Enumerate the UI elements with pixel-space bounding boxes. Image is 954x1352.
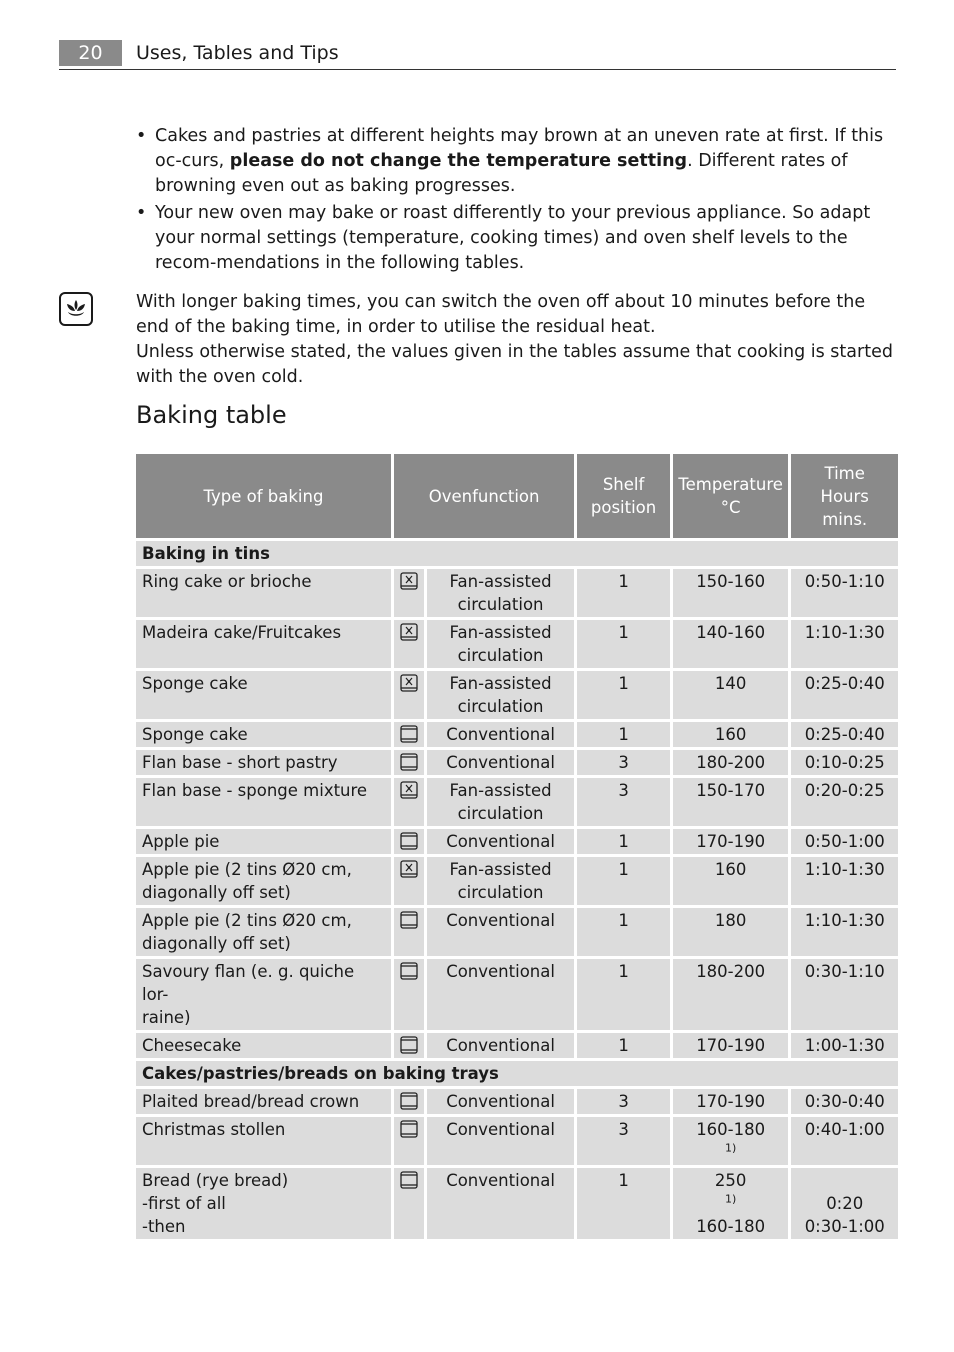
header-shelf-line: Shelf bbox=[602, 475, 645, 494]
conventional-icon bbox=[394, 908, 424, 956]
baking-type-line: Apple pie (2 tins Ø20 cm, bbox=[142, 860, 352, 879]
cell-shelf: 3 bbox=[577, 1089, 670, 1114]
temperature-line bbox=[675, 723, 787, 746]
baking-type-line: -then bbox=[142, 1217, 186, 1236]
cell-time bbox=[791, 722, 898, 747]
oven-function-line: Fan-assisted bbox=[449, 572, 552, 591]
cell-temperature bbox=[673, 671, 789, 719]
bullet-item bbox=[136, 201, 898, 276]
cell-shelf: 1 bbox=[577, 722, 670, 747]
time-line: 0:40-1:00 bbox=[804, 1120, 885, 1139]
cell-temperature bbox=[673, 908, 789, 956]
cell-time bbox=[791, 1033, 898, 1058]
cell-temperature bbox=[673, 620, 789, 668]
bullet-text: Your new oven may bake or roast differently to your previous appliance. So adapt your normal settings (temperature, cooking times) and oven shelf levels to the recom-mendations in the following tables. bbox=[155, 203, 871, 273]
baking-type-line: Flan base - short pastry bbox=[142, 753, 338, 772]
oven-function-line: circulation bbox=[457, 804, 544, 823]
temperature-line bbox=[675, 1090, 787, 1113]
time-line: 0:30-1:10 bbox=[804, 962, 885, 981]
cell-function bbox=[427, 959, 574, 1030]
tip-icon bbox=[59, 292, 93, 326]
cell-function bbox=[427, 620, 574, 668]
cell-shelf: 1 bbox=[577, 620, 670, 668]
cell-time bbox=[791, 857, 898, 905]
table-row bbox=[136, 722, 898, 747]
conventional-icon bbox=[394, 1168, 424, 1239]
cell-type bbox=[136, 750, 391, 775]
cell-type bbox=[136, 1089, 391, 1114]
temperature-line bbox=[675, 1169, 787, 1215]
cell-time bbox=[791, 778, 898, 826]
cell-function bbox=[427, 722, 574, 747]
bullet-text: Cakes and pastries at different heights may brown at an uneven rate at first. If this oc-curs, bbox=[155, 126, 884, 171]
baking-type-line: diagonally off set) bbox=[142, 883, 291, 902]
table-row bbox=[136, 778, 898, 826]
cell-function bbox=[427, 1117, 574, 1165]
temperature-line bbox=[675, 960, 787, 983]
table-row bbox=[136, 1168, 898, 1239]
baking-type-line: raine) bbox=[142, 1008, 191, 1027]
baking-type-line: Apple pie bbox=[142, 832, 220, 851]
temperature-line bbox=[675, 570, 787, 593]
table-row bbox=[136, 1033, 898, 1058]
cell-function bbox=[427, 1033, 574, 1058]
table-row bbox=[136, 671, 898, 719]
conventional-icon bbox=[394, 1117, 424, 1165]
temperature-value: 160-180 bbox=[696, 1217, 766, 1236]
fan-assisted-icon bbox=[394, 671, 424, 719]
cell-time bbox=[791, 829, 898, 854]
oven-function-line: Conventional bbox=[446, 911, 555, 930]
baking-type-line: Madeira cake/Fruitcakes bbox=[142, 623, 342, 642]
temperature-value: 180 bbox=[714, 911, 747, 930]
oven-function-line: Conventional bbox=[446, 1092, 555, 1111]
cell-temperature bbox=[673, 569, 789, 617]
temperature-line bbox=[675, 779, 787, 802]
fan-assisted-icon bbox=[394, 569, 424, 617]
cell-type bbox=[136, 908, 391, 956]
temperature-value: 160 bbox=[714, 725, 747, 744]
temperature-value: 170-190 bbox=[696, 1092, 766, 1111]
cell-function bbox=[427, 1089, 574, 1114]
time-line bbox=[793, 1169, 896, 1192]
cell-function bbox=[427, 829, 574, 854]
oven-function-line: circulation bbox=[457, 595, 544, 614]
cell-time bbox=[791, 1168, 898, 1239]
table-row bbox=[136, 1089, 898, 1114]
cell-temperature bbox=[673, 1089, 789, 1114]
tip-paragraph: With longer baking times, you can switch the oven off about 10 minutes before the end of the baking time, in order to utilise the residual heat. bbox=[136, 292, 866, 337]
temperature-value: 180-200 bbox=[696, 962, 766, 981]
oven-function-line: Fan-assisted bbox=[449, 674, 552, 693]
header-time-line: mins. bbox=[822, 509, 868, 529]
table-row bbox=[136, 620, 898, 668]
conventional-icon bbox=[394, 1033, 424, 1058]
time-line: 0:20-0:25 bbox=[804, 781, 885, 800]
header-time bbox=[791, 454, 898, 538]
table-row bbox=[136, 1117, 898, 1165]
cell-type bbox=[136, 722, 391, 747]
bullet-item bbox=[136, 124, 898, 199]
time-line: 0:50-1:10 bbox=[804, 572, 885, 591]
baking-type-line: Savoury flan (e. g. quiche lor- bbox=[142, 962, 355, 1004]
cell-time bbox=[791, 1089, 898, 1114]
cell-temperature bbox=[673, 1117, 789, 1165]
table-row bbox=[136, 569, 898, 617]
baking-type-line: Plaited bread/bread crown bbox=[142, 1092, 360, 1111]
conventional-icon bbox=[394, 750, 424, 775]
table-row bbox=[136, 829, 898, 854]
cell-temperature bbox=[673, 829, 789, 854]
header-type: Type of baking bbox=[136, 454, 391, 538]
cell-type bbox=[136, 829, 391, 854]
cell-function bbox=[427, 569, 574, 617]
temperature-value: 160 bbox=[714, 860, 747, 879]
cell-function bbox=[427, 857, 574, 905]
cell-temperature bbox=[673, 1033, 789, 1058]
cell-temperature bbox=[673, 857, 789, 905]
oven-function-line: Conventional bbox=[446, 725, 555, 744]
time-line: 1:10-1:30 bbox=[804, 860, 885, 879]
cell-time bbox=[791, 750, 898, 775]
page-header bbox=[59, 40, 896, 70]
table-row bbox=[136, 750, 898, 775]
cell-type bbox=[136, 1033, 391, 1058]
cell-type bbox=[136, 857, 391, 905]
cell-time bbox=[791, 620, 898, 668]
time-line: 0:25-0:40 bbox=[804, 725, 885, 744]
section-heading: Baking in tins bbox=[136, 541, 898, 566]
table-title: Baking table bbox=[136, 401, 287, 429]
bullet-list bbox=[136, 124, 898, 278]
cell-shelf: 1 bbox=[577, 829, 670, 854]
temperature-line bbox=[675, 909, 787, 932]
oven-function-line: Conventional bbox=[446, 1171, 555, 1190]
fan-assisted-icon bbox=[394, 620, 424, 668]
cell-function bbox=[427, 778, 574, 826]
cell-temperature bbox=[673, 1168, 789, 1239]
header-time-line: Time bbox=[824, 463, 865, 483]
oven-function-line: circulation bbox=[457, 697, 544, 716]
header-shelf-line: position bbox=[590, 498, 657, 517]
cell-shelf: 1 bbox=[577, 959, 670, 1030]
section-heading: Cakes/pastries/breads on baking trays bbox=[136, 1061, 898, 1086]
cell-shelf: 1 bbox=[577, 569, 670, 617]
temperature-line bbox=[675, 621, 787, 644]
temperature-line bbox=[675, 1215, 787, 1238]
baking-type-line: Christmas stollen bbox=[142, 1120, 286, 1139]
time-line: 1:10-1:30 bbox=[804, 911, 885, 930]
cell-temperature bbox=[673, 959, 789, 1030]
baking-type-line: Apple pie (2 tins Ø20 cm, bbox=[142, 911, 352, 930]
header-temperature bbox=[673, 454, 789, 538]
cell-shelf: 3 bbox=[577, 1117, 670, 1165]
baking-type-line: Bread (rye bread) bbox=[142, 1171, 289, 1190]
bullet-text-end: . Different rates of browning even out as baking progresses. bbox=[155, 151, 848, 196]
table-header-row bbox=[136, 454, 898, 538]
conventional-icon bbox=[394, 959, 424, 1030]
table-row bbox=[136, 857, 898, 905]
footnote-mark: 1) bbox=[725, 1192, 737, 1206]
baking-type-line: Sponge cake bbox=[142, 674, 248, 693]
baking-type-line: Cheesecake bbox=[142, 1036, 242, 1055]
cell-time bbox=[791, 908, 898, 956]
oven-function-line: Fan-assisted bbox=[449, 860, 552, 879]
cell-type bbox=[136, 569, 391, 617]
bullet-dot: • bbox=[136, 203, 147, 223]
cell-type bbox=[136, 959, 391, 1030]
temperature-line bbox=[675, 858, 787, 881]
header-function: Ovenfunction bbox=[394, 454, 574, 538]
baking-type-line: Sponge cake bbox=[142, 725, 248, 744]
table-section-row bbox=[136, 1061, 898, 1086]
oven-function-line: circulation bbox=[457, 646, 544, 665]
cell-shelf: 3 bbox=[577, 750, 670, 775]
conventional-icon bbox=[394, 1089, 424, 1114]
cell-type bbox=[136, 671, 391, 719]
oven-function-line: Fan-assisted bbox=[449, 781, 552, 800]
temperature-value: 160-180 bbox=[696, 1120, 766, 1139]
oven-function-line: circulation bbox=[457, 883, 544, 902]
fan-assisted-icon bbox=[394, 778, 424, 826]
baking-table bbox=[136, 454, 898, 1242]
temperature-value: 250 bbox=[714, 1171, 747, 1190]
time-line: 0:30-0:40 bbox=[804, 1092, 885, 1111]
temperature-value: 170-190 bbox=[696, 832, 766, 851]
temperature-value: 150-170 bbox=[696, 781, 766, 800]
conventional-icon bbox=[394, 722, 424, 747]
tip-text bbox=[136, 290, 898, 390]
cell-function bbox=[427, 750, 574, 775]
cell-function bbox=[427, 1168, 574, 1239]
temperature-value: 140-160 bbox=[696, 623, 766, 642]
cell-function bbox=[427, 908, 574, 956]
cell-shelf: 1 bbox=[577, 908, 670, 956]
time-line: 0:25-0:40 bbox=[804, 674, 885, 693]
cell-shelf: 1 bbox=[577, 857, 670, 905]
table-row bbox=[136, 908, 898, 956]
time-line: 1:00-1:30 bbox=[804, 1036, 885, 1055]
footnote-mark: 1) bbox=[725, 1141, 737, 1155]
oven-function-line: Fan-assisted bbox=[449, 623, 552, 642]
time-line: 0:10-0:25 bbox=[804, 753, 885, 772]
fan-assisted-icon bbox=[394, 857, 424, 905]
page-number: 20 bbox=[59, 40, 122, 66]
baking-type-line: -first of all bbox=[142, 1194, 226, 1213]
tip-paragraph: Unless otherwise stated, the values given in the tables assume that cooking is started with the oven cold. bbox=[136, 342, 893, 387]
cell-time bbox=[791, 569, 898, 617]
temperature-line bbox=[675, 672, 787, 695]
cell-type bbox=[136, 1117, 391, 1165]
time-line: 1:10-1:30 bbox=[804, 623, 885, 642]
temperature-value: 150-160 bbox=[696, 572, 766, 591]
oven-function-line: Conventional bbox=[446, 832, 555, 851]
cell-temperature bbox=[673, 722, 789, 747]
cell-shelf: 1 bbox=[577, 671, 670, 719]
cell-type bbox=[136, 778, 391, 826]
time-line: 0:50-1:00 bbox=[804, 832, 885, 851]
conventional-icon bbox=[394, 829, 424, 854]
header-shelf bbox=[577, 454, 670, 538]
header-time-line: Hours bbox=[820, 486, 869, 506]
cell-temperature bbox=[673, 778, 789, 826]
table-section-row bbox=[136, 541, 898, 566]
cell-time bbox=[791, 1117, 898, 1165]
baking-type-line: Flan base - sponge mixture bbox=[142, 781, 368, 800]
cell-function bbox=[427, 671, 574, 719]
cell-time bbox=[791, 671, 898, 719]
header-temp-line: Temperature bbox=[678, 475, 783, 494]
time-line: 0:20 bbox=[826, 1194, 864, 1213]
temperature-line bbox=[675, 1034, 787, 1057]
time-line: 0:30-1:00 bbox=[804, 1217, 885, 1236]
bullet-dot: • bbox=[136, 126, 147, 146]
cell-shelf: 1 bbox=[577, 1168, 670, 1239]
baking-type-line: diagonally off set) bbox=[142, 934, 291, 953]
temperature-value: 170-190 bbox=[696, 1036, 766, 1055]
cell-shelf: 3 bbox=[577, 778, 670, 826]
oven-function-line: Conventional bbox=[446, 962, 555, 981]
header-temp-line: °C bbox=[720, 498, 741, 517]
table-row bbox=[136, 959, 898, 1030]
cell-shelf: 1 bbox=[577, 1033, 670, 1058]
temperature-line bbox=[675, 751, 787, 774]
temperature-line bbox=[675, 830, 787, 853]
temperature-value: 140 bbox=[714, 674, 747, 693]
baking-type-line: Ring cake or brioche bbox=[142, 572, 312, 591]
temperature-value: 180-200 bbox=[696, 753, 766, 772]
oven-function-line: Conventional bbox=[446, 753, 555, 772]
cell-time bbox=[791, 959, 898, 1030]
cell-type bbox=[136, 620, 391, 668]
oven-function-line: Conventional bbox=[446, 1120, 555, 1139]
cell-temperature bbox=[673, 750, 789, 775]
cell-type bbox=[136, 1168, 391, 1239]
temperature-line bbox=[675, 1118, 787, 1164]
oven-function-line: Conventional bbox=[446, 1036, 555, 1055]
section-title: Uses, Tables and Tips bbox=[136, 42, 339, 64]
bullet-bold-text: please do not change the temperature setting bbox=[229, 151, 688, 171]
